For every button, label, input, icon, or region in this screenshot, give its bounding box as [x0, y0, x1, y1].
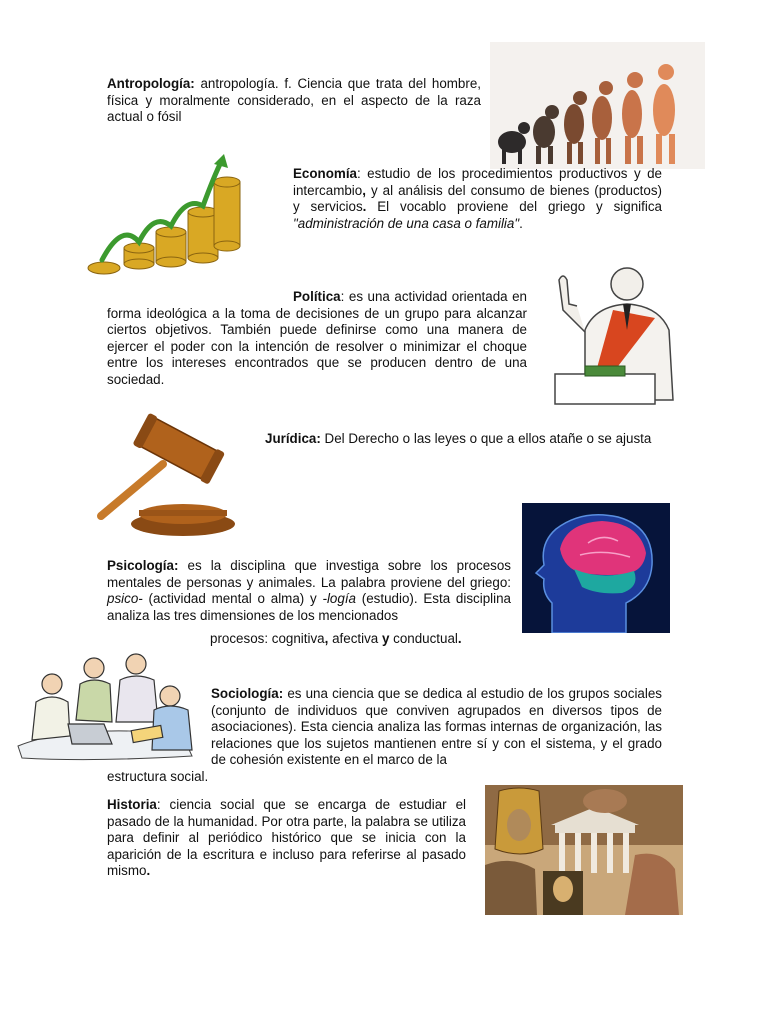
juridica-paragraph	[265, 431, 661, 448]
antropologia-paragraph	[107, 76, 481, 126]
human-evolution-image	[490, 42, 705, 169]
economia-meaning-quote: "administración de una casa o familia"	[293, 215, 520, 231]
historia-definition: : ciencia social que se encarga de estudiar el pasado de la humanidad. Por otra parte, la palabra se utiliza para definir al periódico histórico que se inicia con la aparición de la escritura e incluso para referirse al pasado mismo	[107, 797, 466, 878]
economia-term: Economía	[293, 166, 357, 181]
antropologia-definition: antropología. f. Ciencia que trata del hombre, física y moralmente considerado, en el aspecto de la raza actual o fósil	[107, 76, 481, 124]
politician-image	[545, 260, 687, 406]
juridica-definition: Del Derecho o las leyes o que a ellos atañe o se ajusta	[320, 431, 652, 446]
sociologia-paragraph	[211, 686, 662, 769]
psicologia-processes-line: procesos: cognitiva, afectiva y conductual.	[210, 631, 462, 646]
historia-term: Historia	[107, 797, 157, 812]
economia-paragraph: Economía: estudio de los procedimientos productivos y de intercambio, y al análisis del consumo de bienes (productos) y servicios. El vocablo proviene del griego y significa "administración de una casa o familia".	[293, 166, 662, 231]
working-group-image	[12, 650, 200, 762]
history-collage-image	[485, 785, 683, 915]
sociologia-term: Sociología:	[211, 686, 284, 701]
historia-paragraph: Historia: ciencia social que se encarga de estudiar el pasado de la humanidad. Por otra parte, la palabra se utiliza para definir al periódico histórico que se inicia con la aparición de la escritura e incluso para referirse al pasado mismo.	[107, 797, 466, 878]
juridica-term: Jurídica:	[265, 431, 321, 446]
psicologia-paragraph: Psicología: es la disciplina que investiga sobre los procesos mentales de personas y animales. La palabra proviene del griego: psico- (actividad mental o alma) y -logía (estudio). Esta disciplina analiza las tres dimensiones de los mencionados	[107, 558, 512, 623]
sociologia-tail-line: estructura social.	[107, 769, 209, 784]
politica-paragraph	[107, 289, 527, 388]
politica-term: Política	[293, 289, 341, 304]
sociologia-definition: es una ciencia que se dedica al estudio de los grupos sociales (conjunto de individuos que conviven agrupados en diversos tipos de asociaciones). Esta ciencia analiza las formas internas de organización, las relaciones que los sujetos mantienen entre sí y con el sistema, y el grado de cohesión existente en el marco de la	[211, 686, 662, 767]
psicologia-term: Psicología:	[107, 558, 179, 573]
antropologia-term: Antropología:	[107, 76, 195, 91]
politica-definition: : es una actividad orientada en forma ideológica a la toma de decisiones de un grupo para alcanzar ciertos objetivos. También puede definirse como una manera de ejercer el poder con la intención de resolver o minimizar el choque entre los intereses encontrados que se producen dentro de una sociedad.	[107, 289, 527, 387]
gavel-image	[95, 412, 237, 537]
brain-head-image	[522, 503, 670, 633]
growing-coins-image	[82, 152, 282, 282]
